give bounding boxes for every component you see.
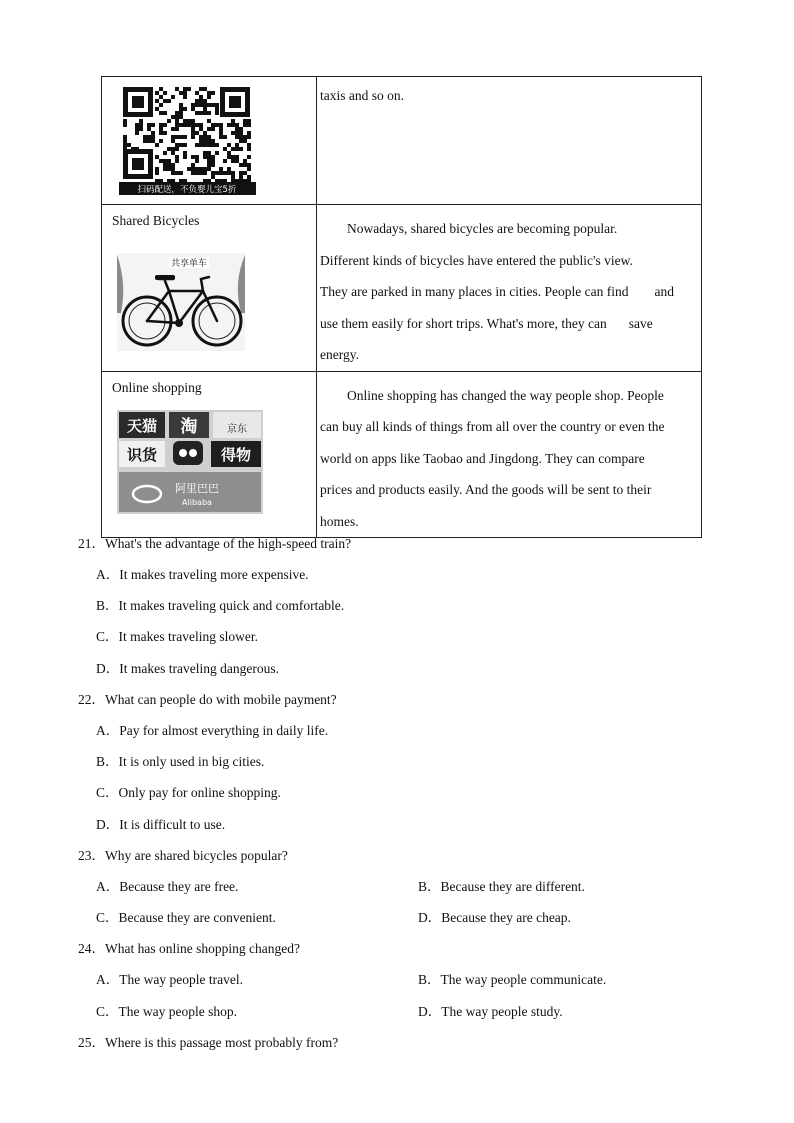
row1-text: taxis and so on. [320, 88, 404, 103]
logo-dewu: 得物 [220, 445, 252, 464]
question-text: Where is this passage most probably from? [105, 1035, 339, 1050]
question-24 [78, 937, 300, 957]
option-24-b[interactable]: B．The way people communicate. [418, 972, 607, 987]
qr-caption: 扫码配送，不负婴儿宝5折 [137, 185, 237, 195]
question-25 [78, 1031, 338, 1051]
option-24-a[interactable]: A．The way people travel. [96, 972, 243, 987]
option-21-a[interactable]: A．It makes traveling more expensive. [96, 567, 309, 582]
text-line: prices and products easily. And the goods will be sent to their [320, 482, 652, 497]
logo-tmall: 天猫 [126, 416, 158, 435]
text-line: homes. [320, 513, 359, 529]
option-24-d[interactable]: D．The way people study. [418, 1004, 563, 1019]
logo-taobao: 淘 [180, 416, 198, 437]
logo-jd: 京东 [227, 423, 247, 435]
option-22-c[interactable]: C．Only pay for online shopping. [96, 785, 281, 800]
bicycle-image [117, 243, 245, 351]
text-line: Different kinds of bicycles have entered the public's view. [320, 252, 633, 268]
option-23-a[interactable]: A．Because they are free. [96, 879, 239, 894]
question-21 [78, 532, 351, 552]
text-line: world on apps like Taobao and Jingdong. They can compare [320, 450, 645, 466]
question-22 [78, 688, 337, 708]
option-24-c[interactable]: C．The way people shop. [96, 1004, 237, 1019]
table-row [102, 371, 702, 538]
question-text: What has online shopping changed? [105, 941, 300, 956]
text-line: save [628, 315, 653, 331]
question-number: 23． [78, 848, 105, 863]
row3-text [317, 372, 701, 538]
question-text: What can people do with mobile payment? [105, 692, 337, 707]
qr-code-image [119, 83, 256, 195]
bicycle-caption: 共享单车 [170, 259, 208, 269]
text-line: and [654, 284, 675, 299]
row-label-online-shopping: Online shopping [112, 379, 202, 395]
question-number: 25． [78, 1035, 105, 1050]
table-row [102, 77, 702, 205]
question-text: Why are shared bicycles popular? [105, 848, 288, 863]
option-23-b[interactable]: B．Because they are different. [418, 879, 585, 894]
option-21-d[interactable]: D．It makes traveling dangerous. [96, 661, 279, 676]
info-table [101, 76, 702, 538]
option-21-b[interactable]: B．It makes traveling quick and comfortable. [96, 598, 345, 613]
option-21-c[interactable]: C．It makes traveling slower. [96, 629, 258, 644]
text-line: energy. [320, 347, 359, 362]
question-number: 22． [78, 692, 105, 707]
question-number: 21． [78, 536, 105, 551]
option-22-b[interactable]: B．It is only used in big cities. [96, 754, 265, 769]
option-22-d[interactable]: D．It is difficult to use. [96, 817, 226, 832]
logo-shihuo: 识货 [126, 445, 158, 464]
option-22-a[interactable]: A．Pay for almost everything in daily life. [96, 723, 329, 738]
text-line: They are parked in many places in cities. People can find [320, 284, 629, 299]
row2-text [317, 205, 701, 371]
logo-alibaba-cn: 阿里巴巴 [175, 481, 219, 495]
question-number: 24． [78, 941, 105, 956]
text-line: can buy all kinds of things from all over the country or even the [320, 419, 665, 434]
text-line: use them easily for short trips. What's more, they can [320, 315, 607, 331]
option-23-c[interactable]: C．Because they are convenient. [96, 910, 276, 925]
logo-alibaba: Alibaba [182, 497, 212, 507]
question-text: What's the advantage of the high-speed train? [105, 536, 352, 551]
table-row [102, 205, 702, 372]
text-line: Nowadays, shared bicycles are becoming popular. [347, 221, 618, 236]
qr-cell [102, 77, 316, 204]
question-23 [78, 844, 288, 864]
text-line: Online shopping has changed the way people shop. People [347, 387, 664, 403]
shopping-logos-image [117, 410, 263, 514]
option-23-d[interactable]: D．Because they are cheap. [418, 910, 571, 925]
row-label-shared-bicycles: Shared Bicycles [112, 213, 200, 228]
